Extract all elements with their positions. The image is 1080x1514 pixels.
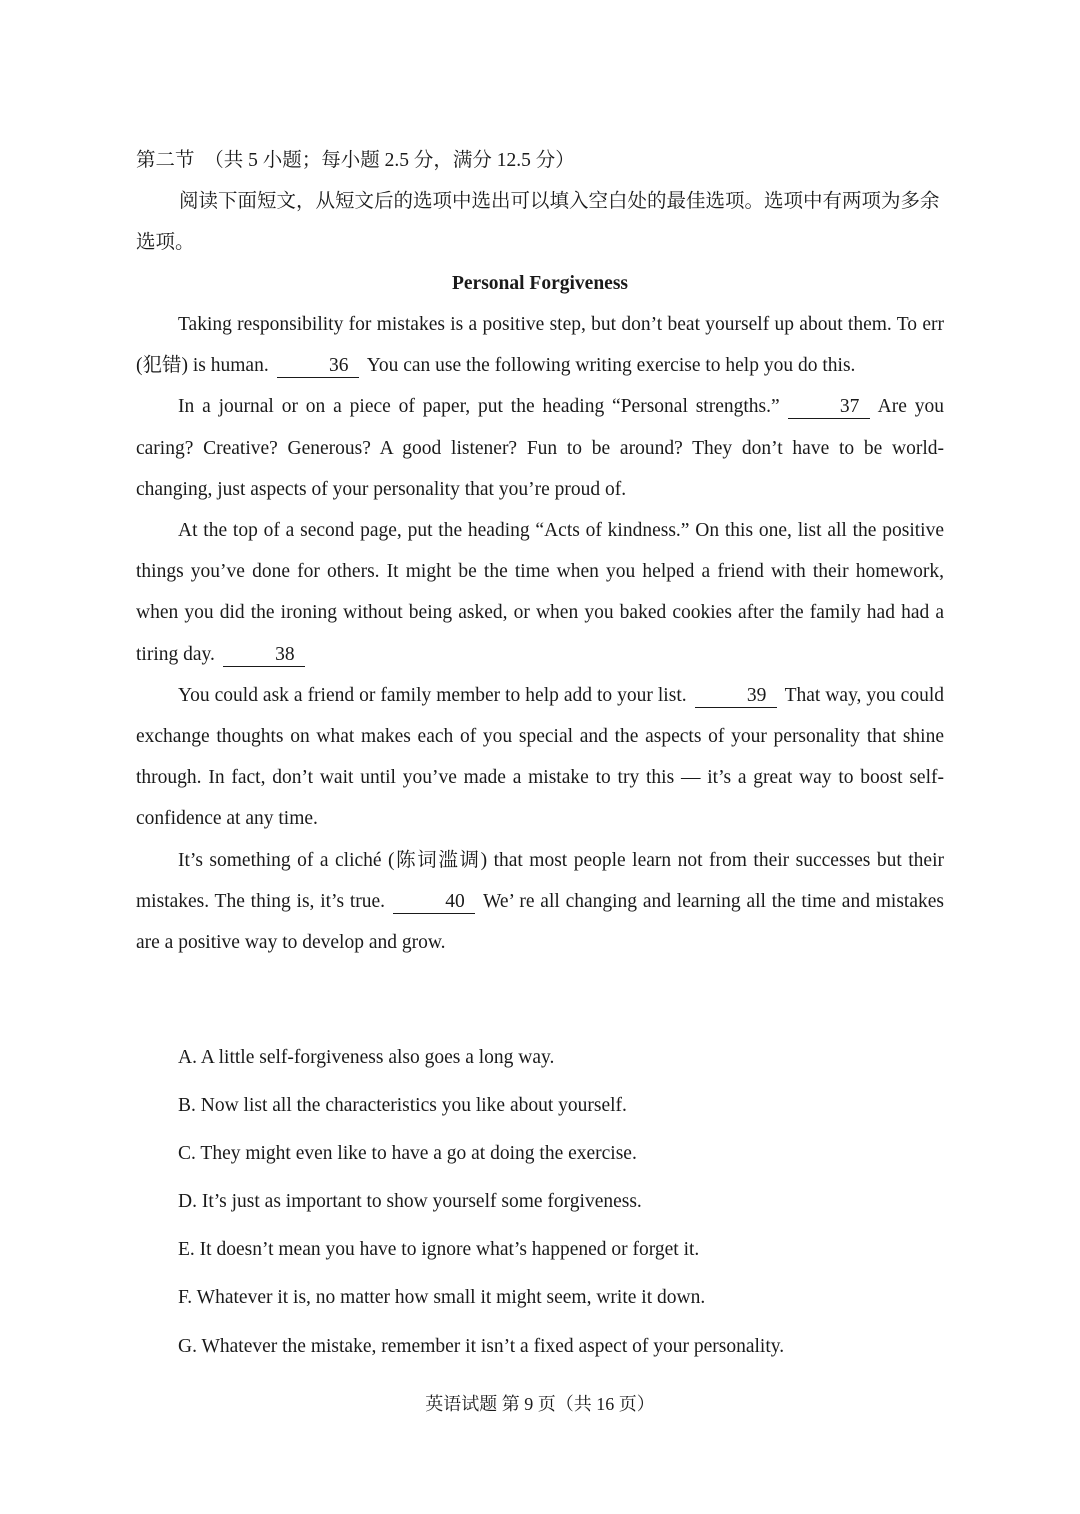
section-header: 第二节 （共 5 小题；每小题 2.5 分，满分 12.5 分） (136, 150, 575, 171)
option-a: A. A little self-forgiveness also goes a long way. (178, 1047, 555, 1068)
paragraph-text: It’s something of a cliché (陈词滥调) that most people learn not from their successes but their mistakes. The thing is, it’s true. (136, 849, 944, 912)
paragraph-text: Taking responsibility for mistakes is a positive step, but don’t beat yourself up about them. To err (犯错) is human. (136, 314, 944, 377)
paragraph-text: That way, you could exchange thoughts on what makes each of you special and the aspects of your personality that shine through. In fact, don’t wait until you’ve made a mistake to try this — it’s a great way to boost self-confidence at any time. (136, 684, 944, 830)
option-g: G. Whatever the mistake, remember it isn’t a fixed aspect of your personality. (178, 1335, 785, 1357)
paragraph-text: You can use the following writing exercise to help you do this. (366, 355, 856, 377)
passage-area (136, 140, 944, 963)
blank-38: 38 (223, 644, 305, 667)
option-f: F. Whatever it is, no matter how small it might seem, write it down. (178, 1287, 706, 1309)
paragraph-4 (136, 675, 944, 840)
page-footer: 英语试题 第 9 页（共 16 页） (425, 1394, 655, 1414)
blank-40: 40 (393, 891, 475, 914)
option-d: D. It’s just as important to show yourself some forgiveness. (178, 1191, 642, 1213)
answer-options (178, 1034, 958, 1371)
paragraph-text: At the top of a second page, put the heading “Acts of kindness.” On this one, list all the positive things you’ve done for others. It might be the time when you helped a friend with their homework, when you did the ironing without being asked, or when you baked cookies after the family had had a tiring day. (136, 520, 944, 665)
paragraph-text: We’ re all changing and learning all the time and mistakes are a positive way to develop and grow. (136, 890, 944, 954)
blank-37: 37 (788, 396, 870, 419)
blank-39: 39 (695, 685, 777, 708)
instructions: 阅读下面短文，从短文后的选项中选出可以填入空白处的最佳选项。选项中有两项为多余选项。 (136, 191, 940, 253)
passage-title: Personal Forgiveness (451, 273, 628, 294)
paragraph-text: In a journal or on a piece of paper, put the heading “Personal strengths.” (178, 396, 780, 418)
option-e: E. It doesn’t mean you have to ignore what’s happened or forget it. (178, 1239, 700, 1261)
paragraph-5 (136, 840, 944, 964)
option-b: B. Now list all the characteristics you like about yourself. (178, 1095, 627, 1117)
paragraph-3 (136, 510, 944, 675)
paragraph-1 (136, 304, 944, 386)
option-c: C. They might even like to have a go at doing the exercise. (178, 1143, 637, 1165)
paragraph-2 (136, 386, 944, 510)
paragraph-text: Are you caring? Creative? Generous? A good listener? Fun to be around? They don’t have to be world-changing, just aspects of your personality that you’re proud of. (136, 396, 944, 500)
blank-36: 36 (277, 355, 359, 378)
paragraph-text: You could ask a friend or family member to help add to your list. (178, 684, 687, 706)
